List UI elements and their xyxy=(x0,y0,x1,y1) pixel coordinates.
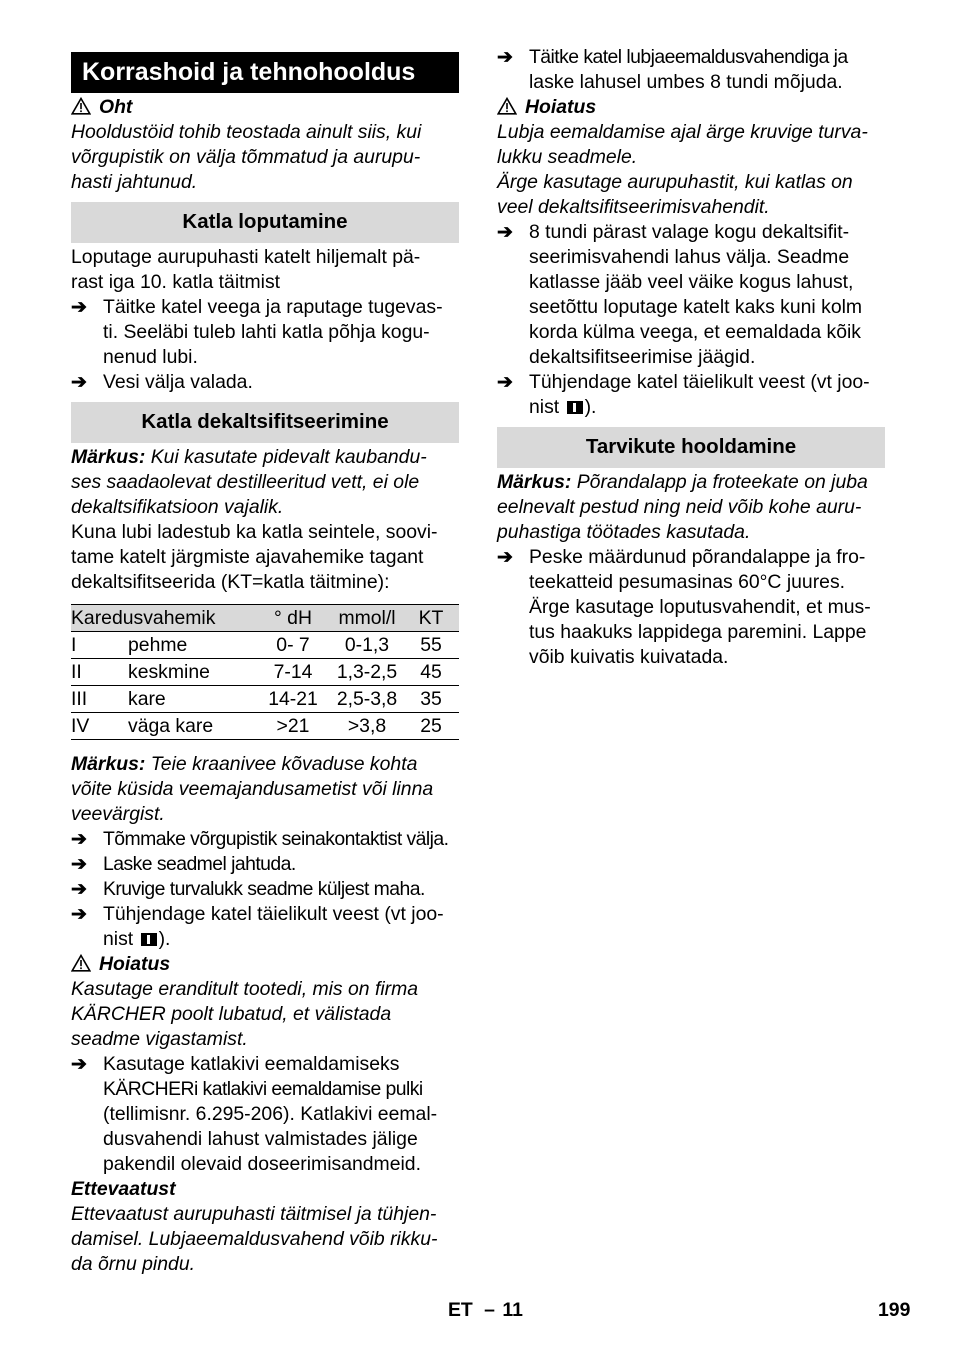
caution-label: Ettevaatust xyxy=(71,1178,176,1200)
table-row: IV väga kare >21 >3,8 25 xyxy=(71,713,459,740)
note-label: Märkus: xyxy=(497,471,572,493)
table-row: II keskmine 7-14 1,3-2,5 45 xyxy=(71,659,459,686)
table-row: I pehme 0- 7 0-1,3 55 xyxy=(71,632,459,659)
warning-notice xyxy=(497,95,885,120)
accessories-body: Märkus: Põrandalapp ja froteekate on juba eelnevalt pestud ning neid võib kohe auru- puhastiga töötades kasutada. ➔ Peske määrdunud põrandalappe ja fro- teekatteid pesumasinas 60°C juures. Ärge kasutage loputusvahendit, et mus- tus haakuks lappidega paremini. Lappe võib kuivatis kuivatada. xyxy=(497,470,885,670)
note-label: Märkus: xyxy=(71,753,146,775)
descaling-intro: Märkus: Kui kasutate pidevalt kaubandu- ses saadaolevat destilleeritud vett, ei ole dekaltsifikatsioon vajalik. Kuna lubi ladestub ka katla seintele, soovi- tame katelt järgmiste ajavahemike tagant dekaltsifitseerida (KT=katla täitmine): xyxy=(71,446,438,593)
arrow-right-icon: ➔ xyxy=(497,222,513,243)
arrow-right-icon: ➔ xyxy=(71,829,87,850)
rinsing-intro-1: Loputage aurupuhasti katelt hiljemalt pä- xyxy=(71,246,421,268)
list-item: ➔ Laske seadmel jahtuda. xyxy=(71,853,296,875)
figure-ref-icon xyxy=(141,933,157,946)
hardness-table xyxy=(71,604,459,740)
list-item: ➔ Kruvige turvalukk seadme küljest maha. xyxy=(71,878,425,900)
right-steps: ➔ Täitke katel lubjaeemaldusvahendiga ja laske lahusel umbes 8 tundi mõjuda. Hoiatus Lubja eemaldamise ajal ärge kruvige turva- lukku seadmele. Ärge kasutage aurupuhastit, kui katlas on veel dekaltsifitseerimisvahendit. ➔ 8 tundi pärast valage kogu dekaltsifit- seerimisvahendi lahus välja. Seadme katlasse jääb veel väike kogus lahust, seetõttu loputage katelt kaks kuni kolm korda külma veega, et eemaldada kõik dekaltsifitseerimise jäägid. ➔ Tühjendage katel täielikult veest (vt joo- nist ). xyxy=(497,45,885,420)
arrow-right-icon: ➔ xyxy=(71,879,87,900)
table-header-row: Karedusvahemik ° dH mmol/l KT xyxy=(71,605,459,632)
danger-label: Oht xyxy=(99,96,133,118)
section-heading-rinsing: Katla loputamine xyxy=(71,202,459,243)
descaling-steps: Märkus: Teie kraanivee kõvaduse kohta võite küsida veemajandusametist või linna veevärgist. ➔ Tõmmake võrgupistik seinakontaktist välja. ➔ Laske seadmel jahtuda. ➔ Kruvige turvalukk seadme küljest maha. ➔ Tühjendage katel täielikult veest (vt joo- nist ). Hoiatus Kasutage eranditult tootedi, mis on firma KÄRCHER poolt lubatud, et välistada seadme vigastamist. ➔ Kasutage katlakivi eemaldamiseks KÄRCHERi katlakivi eemaldamise pulki (tellimisnr. 6.295-206). Katlakivi eemal- dusvahendi lahust valmistades jälige pakendil olevaid doseerimisandmeid. Ettevaatust Ettevaatust aurupuhasti täitmisel ja tühjen- damisel. Lubjaeemaldusvahend võib rikku- da õrnu pindu. xyxy=(71,752,459,1277)
list-item: ➔ Vesi välja valada. xyxy=(71,371,253,393)
arrow-right-icon: ➔ xyxy=(71,854,87,875)
arrow-right-icon: ➔ xyxy=(497,47,513,68)
list-item: ➔ Täitke katel lubjaeemaldusvahendiga ja laske lahusel umbes 8 tundi mõjuda. xyxy=(497,46,848,93)
warning-triangle-icon xyxy=(71,97,91,115)
arrow-right-icon: ➔ xyxy=(71,297,87,318)
warning-label: Hoiatus xyxy=(525,96,597,118)
arrow-right-icon: ➔ xyxy=(497,547,513,568)
arrow-right-icon: ➔ xyxy=(71,372,87,393)
danger-text-1: Hooldustöid tohib teostada ainult siis, kui xyxy=(71,121,422,143)
arrow-right-icon: ➔ xyxy=(71,904,87,925)
note-label: Märkus: xyxy=(71,446,146,468)
table-row: III kare 14-21 2,5-3,8 35 xyxy=(71,686,459,713)
list-item: ➔ Peske määrdunud põrandalappe ja fro- teekatteid pesumasinas 60°C juures. Ärge kasutage loputusvahendit, et mus- tus haakuks lappidega paremini. Lappe võib kuivatis kuivatada. xyxy=(497,546,871,668)
page-number: 199 xyxy=(878,1299,911,1321)
arrow-right-icon: ➔ xyxy=(497,372,513,393)
list-item: ➔ Tühjendage katel täielikult veest (vt joo- nist ). xyxy=(71,903,444,950)
footer-section-label: ET – 11 xyxy=(448,1299,523,1321)
page-title: Korrashoid ja tehnohooldus xyxy=(71,52,459,93)
list-item: ➔ Tõmmake võrgupistik seinakontaktist välja. xyxy=(71,828,449,850)
warning-triangle-icon xyxy=(497,97,517,115)
danger-text-3: hasti jahtunud. xyxy=(71,171,198,193)
list-item: ➔ Kasutage katlakivi eemaldamiseks KÄRCHERi katlakivi eemaldamise pulki (tellimisnr. 6.295-206). Katlakivi eemal- dusvahendi lahust valmistades jälige pakendil olevaid doseerimisandmeid. xyxy=(71,1053,438,1175)
list-item: ➔ Tühjendage katel täielikult veest (vt joo- nist ). xyxy=(497,371,870,418)
figure-ref-icon xyxy=(567,401,583,414)
danger-notice xyxy=(71,95,459,195)
rinsing-intro-2: rast iga 10. katla täitmist xyxy=(71,271,281,293)
warning-label: Hoiatus xyxy=(99,953,171,975)
warning-triangle-icon xyxy=(71,954,91,972)
section-heading-descaling: Katla dekaltsifitseerimine xyxy=(71,402,459,443)
list-item: ➔ 8 tundi pärast valage kogu dekaltsifit- seerimisvahendi lahus välja. Seadme katlasse jääb veel väike kogus lahust, seetõttu loputage katelt kaks kuni kolm korda külma veega, et eemaldada kõik dekaltsifitseerimise jäägid. xyxy=(497,221,863,368)
section-heading-accessories: Tarvikute hooldamine xyxy=(497,427,885,468)
warning-notice xyxy=(71,952,459,977)
arrow-right-icon: ➔ xyxy=(71,1054,87,1075)
list-item: ➔ Täitke katel veega ja raputage tugevas- ti. Seeläbi tuleb lahti katla põhja kogu- nenud lubi. xyxy=(71,296,443,368)
rinsing-body xyxy=(71,245,459,395)
danger-text-2: võrgupistik on välja tõmmatud ja aurupu- xyxy=(71,146,421,168)
